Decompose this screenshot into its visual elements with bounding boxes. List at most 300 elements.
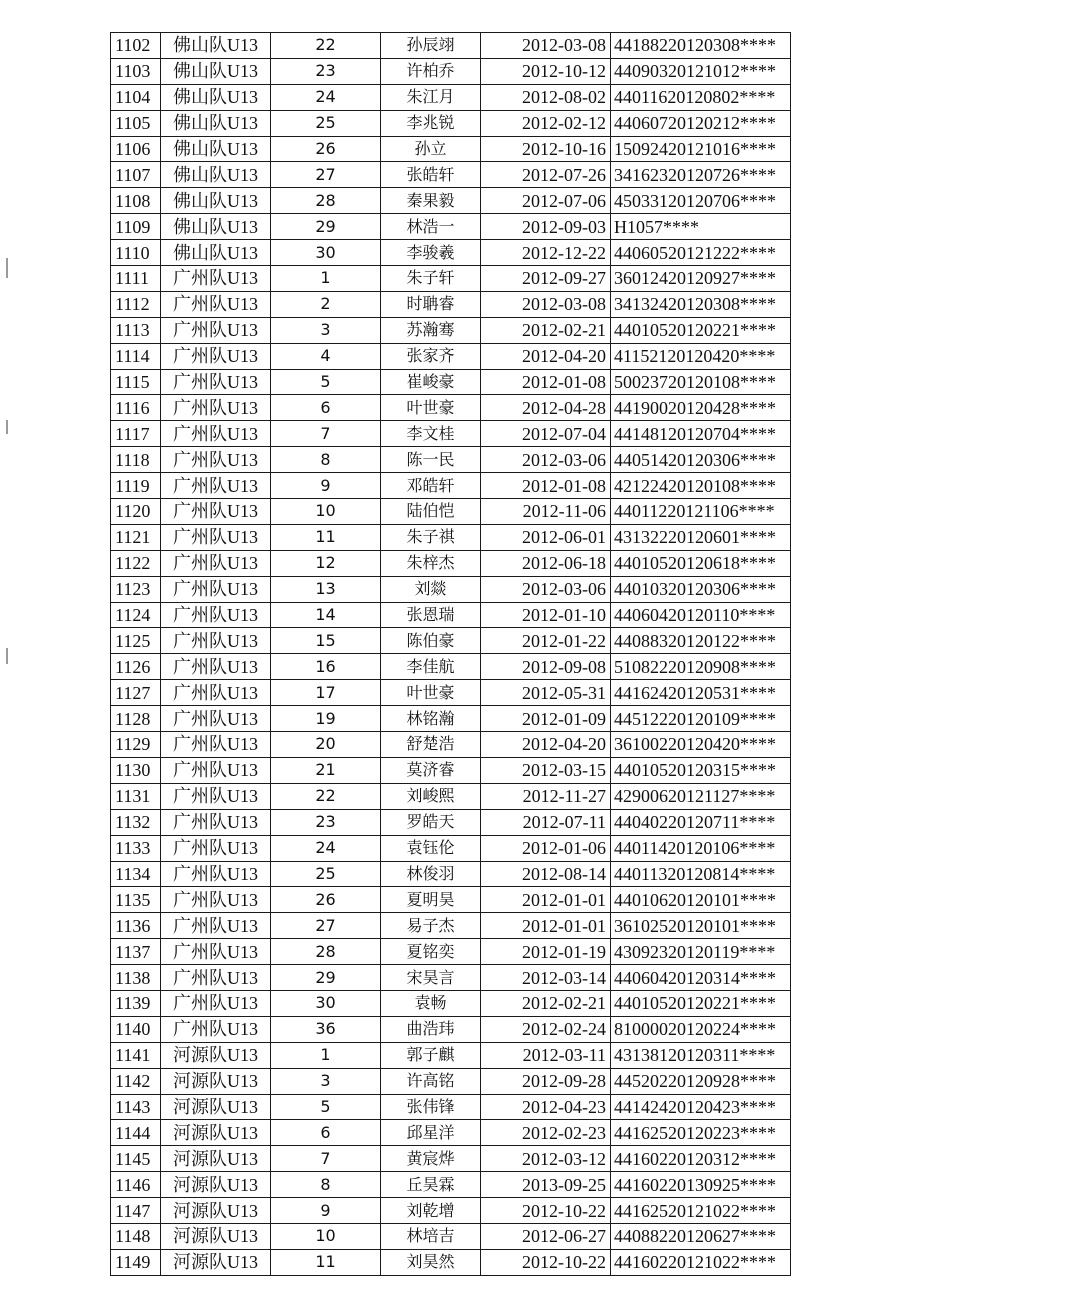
table-row	[111, 110, 791, 136]
row-number-cell: 1127	[111, 680, 161, 706]
id-number-cell: 50023720120108****	[611, 369, 791, 395]
birth-date-cell: 2012-01-10	[481, 602, 611, 628]
id-number-cell: 44162520120223****	[611, 1120, 791, 1146]
jersey-number-cell: 27	[271, 162, 381, 188]
id-number-cell: 44088220120627****	[611, 1223, 791, 1249]
id-number-cell: 44010320120306****	[611, 576, 791, 602]
table-row	[111, 1172, 791, 1198]
team-cell: 广州队U13	[161, 835, 271, 861]
team-cell: 河源队U13	[161, 1120, 271, 1146]
table-row	[111, 939, 791, 965]
player-name-cell: 舒楚浩	[381, 732, 481, 758]
birth-date-cell: 2012-06-01	[481, 524, 611, 550]
table-row	[111, 654, 791, 680]
birth-date-cell: 2012-03-06	[481, 447, 611, 473]
table-row	[111, 369, 791, 395]
table-row	[111, 1146, 791, 1172]
table-row	[111, 965, 791, 991]
id-number-cell: 36100220120420****	[611, 732, 791, 758]
jersey-number-cell: 22	[271, 783, 381, 809]
player-name-cell: 陈一民	[381, 447, 481, 473]
birth-date-cell: 2012-03-08	[481, 33, 611, 59]
row-number-cell: 1114	[111, 343, 161, 369]
id-number-cell: 44162420120531****	[611, 680, 791, 706]
table-row	[111, 550, 791, 576]
jersey-number-cell: 10	[271, 1223, 381, 1249]
player-name-cell: 刘燚	[381, 576, 481, 602]
row-number-cell: 1119	[111, 473, 161, 499]
id-number-cell: 44010520120618****	[611, 550, 791, 576]
id-number-cell: 42900620121127****	[611, 783, 791, 809]
player-name-cell: 邱星洋	[381, 1120, 481, 1146]
jersey-number-cell: 21	[271, 757, 381, 783]
jersey-number-cell: 7	[271, 421, 381, 447]
player-name-cell: 袁畅	[381, 990, 481, 1016]
table-row	[111, 809, 791, 835]
birth-date-cell: 2012-04-20	[481, 732, 611, 758]
player-name-cell: 邓皓轩	[381, 473, 481, 499]
team-cell: 广州队U13	[161, 939, 271, 965]
player-name-cell: 林培吉	[381, 1223, 481, 1249]
birth-date-cell: 2012-01-06	[481, 835, 611, 861]
player-name-cell: 秦果毅	[381, 188, 481, 214]
jersey-number-cell: 28	[271, 188, 381, 214]
team-cell: 河源队U13	[161, 1042, 271, 1068]
id-number-cell: 44011220121106****	[611, 499, 791, 525]
row-number-cell: 1102	[111, 33, 161, 59]
team-cell: 佛山队U13	[161, 84, 271, 110]
table-row	[111, 1016, 791, 1042]
row-number-cell: 1106	[111, 136, 161, 162]
birth-date-cell: 2012-07-26	[481, 162, 611, 188]
row-number-cell: 1112	[111, 291, 161, 317]
player-name-cell: 夏铭奕	[381, 939, 481, 965]
id-number-cell: 44060420120110****	[611, 602, 791, 628]
table-row	[111, 291, 791, 317]
row-number-cell: 1125	[111, 628, 161, 654]
table-row	[111, 266, 791, 292]
birth-date-cell: 2012-03-08	[481, 291, 611, 317]
jersey-number-cell: 27	[271, 913, 381, 939]
player-name-cell: 莫济睿	[381, 757, 481, 783]
id-number-cell: 44160220130925****	[611, 1172, 791, 1198]
table-row	[111, 524, 791, 550]
team-cell: 广州队U13	[161, 550, 271, 576]
birth-date-cell: 2012-10-22	[481, 1249, 611, 1275]
team-cell: 广州队U13	[161, 343, 271, 369]
birth-date-cell: 2012-11-06	[481, 499, 611, 525]
team-cell: 广州队U13	[161, 628, 271, 654]
player-name-cell: 陆伯恺	[381, 499, 481, 525]
team-cell: 河源队U13	[161, 1172, 271, 1198]
jersey-number-cell: 16	[271, 654, 381, 680]
table-row	[111, 1068, 791, 1094]
player-name-cell: 郭子麒	[381, 1042, 481, 1068]
jersey-number-cell: 1	[271, 1042, 381, 1068]
jersey-number-cell: 1	[271, 266, 381, 292]
birth-date-cell: 2012-12-22	[481, 240, 611, 266]
table-row	[111, 317, 791, 343]
jersey-number-cell: 2	[271, 291, 381, 317]
id-number-cell: 44011320120814****	[611, 861, 791, 887]
team-cell: 广州队U13	[161, 706, 271, 732]
birth-date-cell: 2012-09-08	[481, 654, 611, 680]
team-cell: 广州队U13	[161, 680, 271, 706]
jersey-number-cell: 24	[271, 84, 381, 110]
row-number-cell: 1144	[111, 1120, 161, 1146]
player-name-cell: 张恩瑞	[381, 602, 481, 628]
row-number-cell: 1111	[111, 266, 161, 292]
jersey-number-cell: 15	[271, 628, 381, 654]
player-name-cell: 袁钰伦	[381, 835, 481, 861]
row-number-cell: 1128	[111, 706, 161, 732]
id-number-cell: 36012420120927****	[611, 266, 791, 292]
birth-date-cell: 2012-03-12	[481, 1146, 611, 1172]
id-number-cell: 34162320120726****	[611, 162, 791, 188]
row-number-cell: 1120	[111, 499, 161, 525]
jersey-number-cell: 7	[271, 1146, 381, 1172]
player-name-cell: 张伟锋	[381, 1094, 481, 1120]
jersey-number-cell: 36	[271, 1016, 381, 1042]
player-name-cell: 夏明昊	[381, 887, 481, 913]
player-name-cell: 朱子轩	[381, 266, 481, 292]
jersey-number-cell: 29	[271, 214, 381, 240]
scan-margin-mark	[6, 258, 8, 278]
table-row	[111, 447, 791, 473]
player-name-cell: 罗皓天	[381, 809, 481, 835]
id-number-cell: 44160220121022****	[611, 1249, 791, 1275]
team-cell: 佛山队U13	[161, 33, 271, 59]
player-name-cell: 朱江月	[381, 84, 481, 110]
id-number-cell: 44051420120306****	[611, 447, 791, 473]
birth-date-cell: 2012-04-20	[481, 343, 611, 369]
id-number-cell: 44162520121022****	[611, 1198, 791, 1224]
id-number-cell: 44512220120109****	[611, 706, 791, 732]
row-number-cell: 1107	[111, 162, 161, 188]
id-number-cell: 44142420120423****	[611, 1094, 791, 1120]
row-number-cell: 1117	[111, 421, 161, 447]
team-cell: 广州队U13	[161, 861, 271, 887]
birth-date-cell: 2012-10-22	[481, 1198, 611, 1224]
birth-date-cell: 2012-01-08	[481, 369, 611, 395]
jersey-number-cell: 26	[271, 136, 381, 162]
birth-date-cell: 2012-07-11	[481, 809, 611, 835]
team-cell: 河源队U13	[161, 1146, 271, 1172]
table-row	[111, 576, 791, 602]
row-number-cell: 1108	[111, 188, 161, 214]
jersey-number-cell: 11	[271, 524, 381, 550]
table-row	[111, 1223, 791, 1249]
jersey-number-cell: 4	[271, 343, 381, 369]
jersey-number-cell: 29	[271, 965, 381, 991]
team-cell: 广州队U13	[161, 757, 271, 783]
team-cell: 广州队U13	[161, 395, 271, 421]
row-number-cell: 1142	[111, 1068, 161, 1094]
jersey-number-cell: 19	[271, 706, 381, 732]
row-number-cell: 1136	[111, 913, 161, 939]
id-number-cell: 45033120120706****	[611, 188, 791, 214]
table-row	[111, 835, 791, 861]
team-cell: 广州队U13	[161, 421, 271, 447]
table-row	[111, 421, 791, 447]
row-number-cell: 1103	[111, 58, 161, 84]
player-name-cell: 朱梓杰	[381, 550, 481, 576]
row-number-cell: 1126	[111, 654, 161, 680]
team-cell: 佛山队U13	[161, 162, 271, 188]
table-row	[111, 1120, 791, 1146]
id-number-cell: 44088320120122****	[611, 628, 791, 654]
jersey-number-cell: 5	[271, 1094, 381, 1120]
player-name-cell: 叶世豪	[381, 680, 481, 706]
jersey-number-cell: 12	[271, 550, 381, 576]
jersey-number-cell: 25	[271, 110, 381, 136]
player-name-cell: 张皓轩	[381, 162, 481, 188]
birth-date-cell: 2012-01-01	[481, 913, 611, 939]
jersey-number-cell: 23	[271, 809, 381, 835]
table-row	[111, 343, 791, 369]
jersey-number-cell: 17	[271, 680, 381, 706]
row-number-cell: 1129	[111, 732, 161, 758]
id-number-cell: 44040220120711****	[611, 809, 791, 835]
jersey-number-cell: 11	[271, 1249, 381, 1275]
id-number-cell: 44010520120315****	[611, 757, 791, 783]
jersey-number-cell: 14	[271, 602, 381, 628]
birth-date-cell: 2012-01-19	[481, 939, 611, 965]
id-number-cell: 44188220120308****	[611, 33, 791, 59]
player-name-cell: 朱子祺	[381, 524, 481, 550]
team-cell: 佛山队U13	[161, 240, 271, 266]
id-number-cell: 44190020120428****	[611, 395, 791, 421]
table-row	[111, 680, 791, 706]
player-name-cell: 许高铭	[381, 1068, 481, 1094]
birth-date-cell: 2012-11-27	[481, 783, 611, 809]
team-cell: 广州队U13	[161, 524, 271, 550]
team-cell: 佛山队U13	[161, 188, 271, 214]
jersey-number-cell: 5	[271, 369, 381, 395]
row-number-cell: 1122	[111, 550, 161, 576]
row-number-cell: 1149	[111, 1249, 161, 1275]
row-number-cell: 1137	[111, 939, 161, 965]
team-cell: 广州队U13	[161, 1016, 271, 1042]
birth-date-cell: 2012-02-12	[481, 110, 611, 136]
team-cell: 佛山队U13	[161, 214, 271, 240]
row-number-cell: 1139	[111, 990, 161, 1016]
row-number-cell: 1121	[111, 524, 161, 550]
id-number-cell: 34132420120308****	[611, 291, 791, 317]
team-cell: 河源队U13	[161, 1249, 271, 1275]
jersey-number-cell: 20	[271, 732, 381, 758]
birth-date-cell: 2012-02-21	[481, 317, 611, 343]
birth-date-cell: 2012-03-15	[481, 757, 611, 783]
id-number-cell: 44010520120221****	[611, 990, 791, 1016]
table-row	[111, 84, 791, 110]
birth-date-cell: 2012-08-02	[481, 84, 611, 110]
birth-date-cell: 2012-01-08	[481, 473, 611, 499]
player-name-cell: 黄宸烨	[381, 1146, 481, 1172]
birth-date-cell: 2012-03-11	[481, 1042, 611, 1068]
player-name-cell: 张家齐	[381, 343, 481, 369]
table-row	[111, 887, 791, 913]
birth-date-cell: 2012-09-03	[481, 214, 611, 240]
team-cell: 河源队U13	[161, 1094, 271, 1120]
scan-margin-mark	[6, 420, 8, 434]
table-row	[111, 33, 791, 59]
id-number-cell: 44010620120101****	[611, 887, 791, 913]
birth-date-cell: 2012-10-12	[481, 58, 611, 84]
birth-date-cell: 2012-02-23	[481, 1120, 611, 1146]
birth-date-cell: 2012-09-28	[481, 1068, 611, 1094]
player-name-cell: 林俊羽	[381, 861, 481, 887]
id-number-cell: 44011420120106****	[611, 835, 791, 861]
id-number-cell: 44090320121012****	[611, 58, 791, 84]
jersey-number-cell: 30	[271, 240, 381, 266]
table-row	[111, 240, 791, 266]
id-number-cell: 44160220120312****	[611, 1146, 791, 1172]
jersey-number-cell: 9	[271, 473, 381, 499]
player-name-cell: 刘乾增	[381, 1198, 481, 1224]
birth-date-cell: 2012-09-27	[481, 266, 611, 292]
row-number-cell: 1132	[111, 809, 161, 835]
team-cell: 佛山队U13	[161, 58, 271, 84]
table-row	[111, 783, 791, 809]
id-number-cell: 44520220120928****	[611, 1068, 791, 1094]
team-cell: 河源队U13	[161, 1068, 271, 1094]
jersey-number-cell: 22	[271, 33, 381, 59]
table-row	[111, 1094, 791, 1120]
jersey-number-cell: 24	[271, 835, 381, 861]
row-number-cell: 1110	[111, 240, 161, 266]
team-cell: 广州队U13	[161, 654, 271, 680]
id-number-cell: 43132220120601****	[611, 524, 791, 550]
row-number-cell: 1138	[111, 965, 161, 991]
table-row	[111, 757, 791, 783]
player-name-cell: 刘昊然	[381, 1249, 481, 1275]
scan-margin-mark	[6, 648, 8, 664]
row-number-cell: 1130	[111, 757, 161, 783]
birth-date-cell: 2012-02-21	[481, 990, 611, 1016]
id-number-cell: 51082220120908****	[611, 654, 791, 680]
birth-date-cell: 2012-03-06	[481, 576, 611, 602]
id-number-cell: 41152120120420****	[611, 343, 791, 369]
player-name-cell: 时聃睿	[381, 291, 481, 317]
table-row	[111, 1042, 791, 1068]
player-name-cell: 林铭瀚	[381, 706, 481, 732]
team-cell: 广州队U13	[161, 369, 271, 395]
jersey-number-cell: 9	[271, 1198, 381, 1224]
team-cell: 河源队U13	[161, 1223, 271, 1249]
row-number-cell: 1135	[111, 887, 161, 913]
jersey-number-cell: 6	[271, 1120, 381, 1146]
row-number-cell: 1113	[111, 317, 161, 343]
birth-date-cell: 2012-02-24	[481, 1016, 611, 1042]
jersey-number-cell: 10	[271, 499, 381, 525]
team-cell: 广州队U13	[161, 887, 271, 913]
table-row	[111, 706, 791, 732]
row-number-cell: 1116	[111, 395, 161, 421]
table-row	[111, 732, 791, 758]
table-row	[111, 58, 791, 84]
team-cell: 广州队U13	[161, 913, 271, 939]
player-name-cell: 苏瀚骞	[381, 317, 481, 343]
row-number-cell: 1131	[111, 783, 161, 809]
team-cell: 广州队U13	[161, 965, 271, 991]
team-cell: 广州队U13	[161, 732, 271, 758]
jersey-number-cell: 8	[271, 447, 381, 473]
row-number-cell: 1105	[111, 110, 161, 136]
id-number-cell: 42122420120108****	[611, 473, 791, 499]
row-number-cell: 1143	[111, 1094, 161, 1120]
birth-date-cell: 2012-06-18	[481, 550, 611, 576]
team-cell: 广州队U13	[161, 291, 271, 317]
birth-date-cell: 2012-04-28	[481, 395, 611, 421]
id-number-cell: 36102520120101****	[611, 913, 791, 939]
id-number-cell: 44060420120314****	[611, 965, 791, 991]
team-cell: 广州队U13	[161, 499, 271, 525]
birth-date-cell: 2012-01-01	[481, 887, 611, 913]
birth-date-cell: 2012-05-31	[481, 680, 611, 706]
player-name-cell: 丘昊霖	[381, 1172, 481, 1198]
row-number-cell: 1124	[111, 602, 161, 628]
jersey-number-cell: 13	[271, 576, 381, 602]
birth-date-cell: 2012-04-23	[481, 1094, 611, 1120]
id-number-cell: 44060520121222****	[611, 240, 791, 266]
team-cell: 广州队U13	[161, 317, 271, 343]
row-number-cell: 1141	[111, 1042, 161, 1068]
table-row	[111, 214, 791, 240]
player-name-cell: 叶世豪	[381, 395, 481, 421]
row-number-cell: 1115	[111, 369, 161, 395]
table-row	[111, 136, 791, 162]
birth-date-cell: 2012-07-04	[481, 421, 611, 447]
team-cell: 广州队U13	[161, 602, 271, 628]
jersey-number-cell: 28	[271, 939, 381, 965]
row-number-cell: 1145	[111, 1146, 161, 1172]
jersey-number-cell: 3	[271, 1068, 381, 1094]
table-row	[111, 602, 791, 628]
id-number-cell: 44060720120212****	[611, 110, 791, 136]
table-row	[111, 162, 791, 188]
table-row	[111, 861, 791, 887]
player-name-cell: 李佳航	[381, 654, 481, 680]
birth-date-cell: 2012-03-14	[481, 965, 611, 991]
jersey-number-cell: 6	[271, 395, 381, 421]
team-cell: 广州队U13	[161, 266, 271, 292]
row-number-cell: 1140	[111, 1016, 161, 1042]
jersey-number-cell: 30	[271, 990, 381, 1016]
id-number-cell: 44010520120221****	[611, 317, 791, 343]
table-row	[111, 188, 791, 214]
id-number-cell: 81000020120224****	[611, 1016, 791, 1042]
team-cell: 广州队U13	[161, 473, 271, 499]
birth-date-cell: 2012-01-22	[481, 628, 611, 654]
team-cell: 佛山队U13	[161, 136, 271, 162]
row-number-cell: 1118	[111, 447, 161, 473]
player-name-cell: 宋昊言	[381, 965, 481, 991]
birth-date-cell: 2012-06-27	[481, 1223, 611, 1249]
row-number-cell: 1147	[111, 1198, 161, 1224]
table-row	[111, 473, 791, 499]
row-number-cell: 1109	[111, 214, 161, 240]
team-cell: 广州队U13	[161, 576, 271, 602]
table-row	[111, 990, 791, 1016]
table-row	[111, 913, 791, 939]
player-name-cell: 孙立	[381, 136, 481, 162]
player-name-cell: 曲浩玮	[381, 1016, 481, 1042]
birth-date-cell: 2013-09-25	[481, 1172, 611, 1198]
player-name-cell: 李文桂	[381, 421, 481, 447]
player-registration-table	[110, 32, 791, 1276]
birth-date-cell: 2012-08-14	[481, 861, 611, 887]
